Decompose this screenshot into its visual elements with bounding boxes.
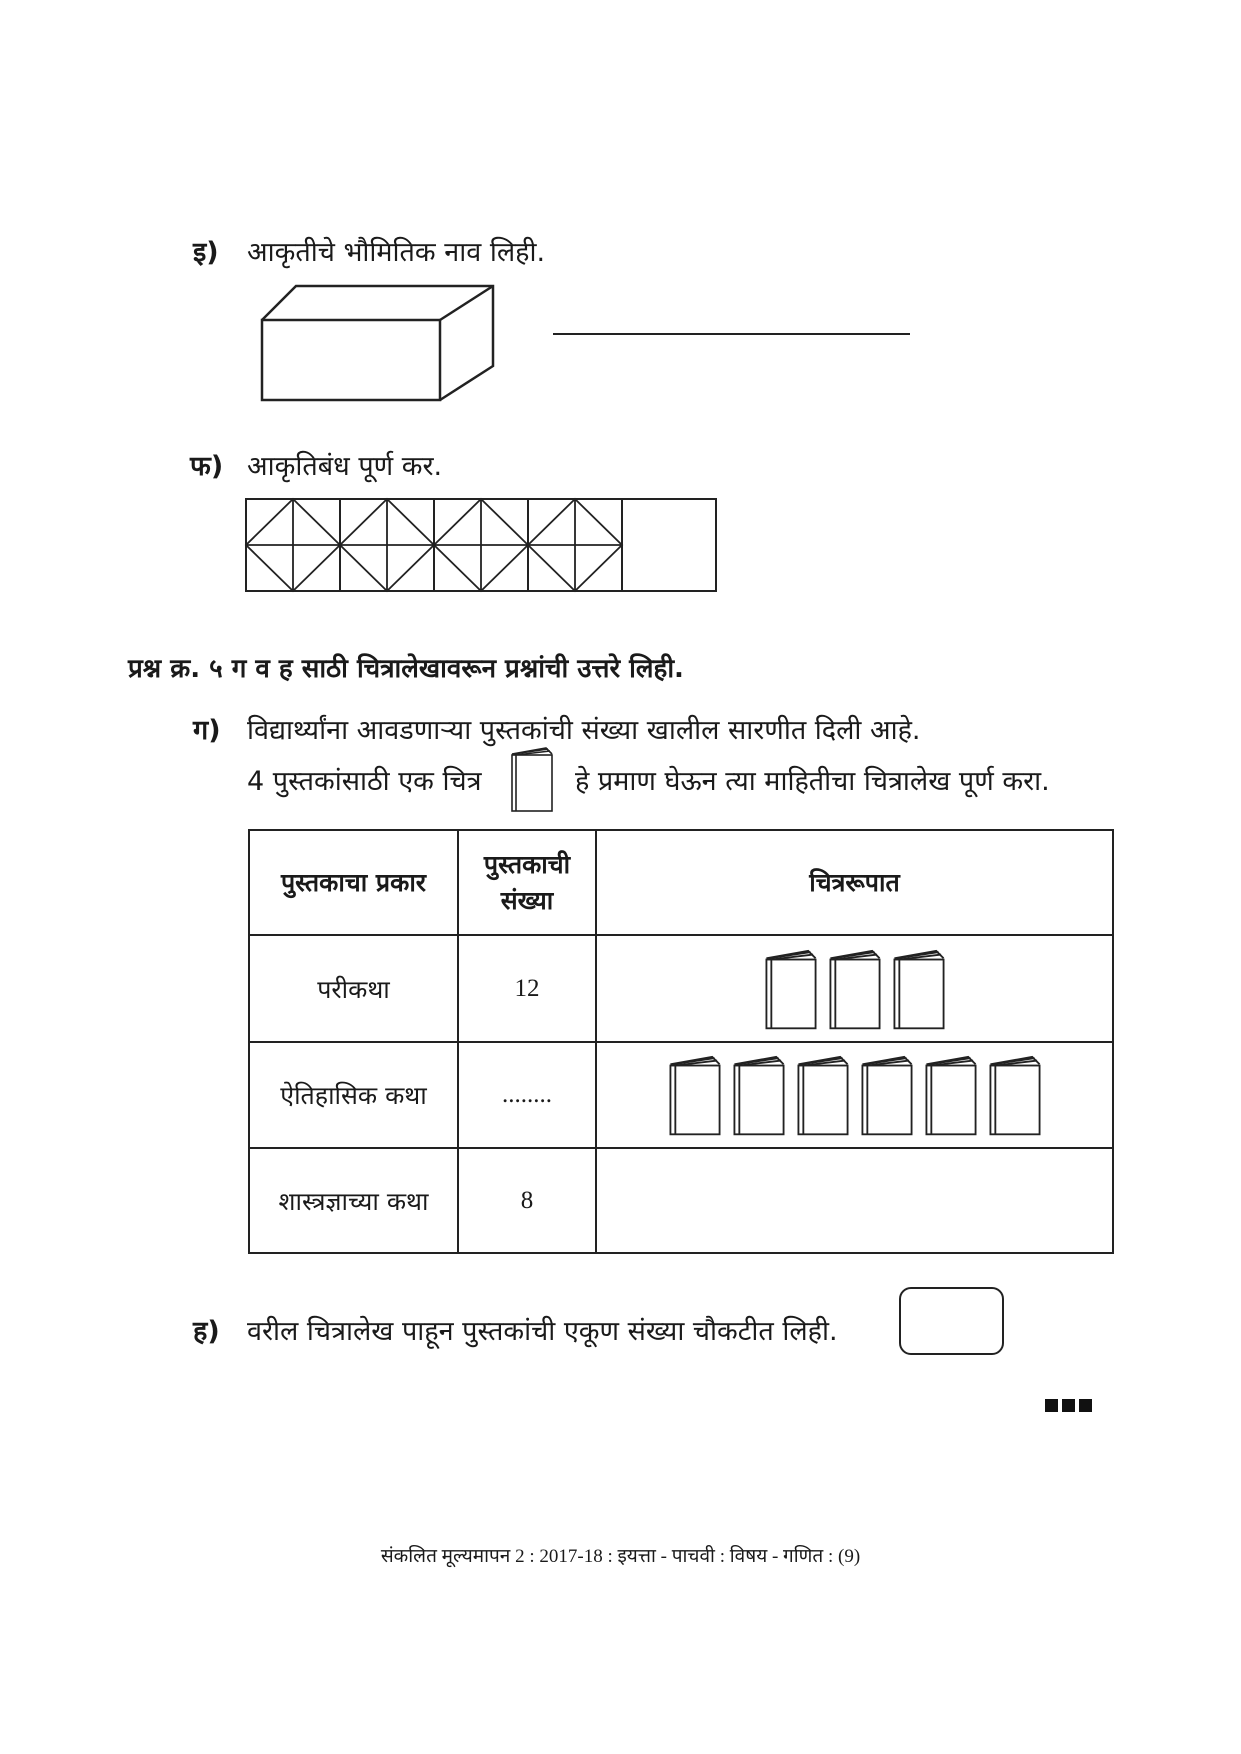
section-heading: प्रश्न क्र. ५ ग व ह साठी चित्रालेखावरून प्रश्नांची उत्तरे लिही. — [128, 654, 684, 684]
table-row — [249, 935, 1113, 1042]
row-pictures-historical — [596, 1042, 1113, 1148]
page-footer: संकलित मूल्यमापन 2 : 2017-18 : इयत्ता - पाचवी : विषय - गणित : (9) — [380, 1546, 861, 1567]
book-icon — [825, 946, 885, 1032]
book-icon-group — [597, 946, 1112, 1032]
question-f-label: फ) — [190, 451, 224, 482]
book-icon — [665, 1052, 725, 1138]
pattern-empty-cell[interactable] — [623, 500, 715, 590]
question-f-text: आकृतिबंध पूर्ण कर. — [247, 451, 443, 482]
book-icon — [793, 1052, 853, 1138]
answer-line-shape-name[interactable] — [553, 333, 910, 335]
book-icon — [508, 744, 556, 814]
book-icon-group — [597, 1052, 1112, 1138]
header-book-type: पुस्तकाचा प्रकार — [249, 830, 458, 935]
row-type-scientists: शास्त्रज्ञाच्या कथा — [249, 1148, 458, 1253]
pictograph-table — [248, 829, 1114, 1254]
row-count-scientists: 8 — [458, 1148, 596, 1253]
row-type-historical: ऐतिहासिक कथा — [249, 1042, 458, 1148]
book-icon — [729, 1052, 789, 1138]
book-icon — [761, 946, 821, 1032]
row-count-fairy-tales: 12 — [458, 935, 596, 1042]
book-icon — [985, 1052, 1045, 1138]
end-of-section-marks — [1045, 1399, 1092, 1412]
row-type-fairy-tales: परीकथा — [249, 935, 458, 1042]
question-i-label: इ) — [193, 237, 219, 268]
question-g-line1: विद्यार्थ्यांना आवडणाऱ्या पुस्तकांची संख्या खालील सारणीत दिली आहे. — [247, 715, 921, 746]
book-icon — [889, 946, 949, 1032]
question-g-label: ग) — [193, 715, 221, 746]
cuboid-icon — [258, 280, 498, 406]
question-h-label: ह) — [193, 1316, 220, 1347]
question-h-text: वरील चित्रालेख पाहून पुस्तकांची एकूण संख्या चौकटीत लिही. — [247, 1316, 838, 1347]
row-count-historical[interactable]: ........ — [458, 1042, 596, 1148]
row-pictures-scientists[interactable] — [596, 1148, 1113, 1253]
pattern-cell-2 — [340, 499, 434, 591]
question-g-line2-after: हे प्रमाण घेऊन त्या माहितीचा चित्रालेख पूर्ण करा. — [575, 766, 1050, 797]
total-answer-box[interactable] — [899, 1287, 1004, 1355]
row-pictures-fairy-tales — [596, 935, 1113, 1042]
table-row — [249, 1148, 1113, 1253]
table-row — [249, 1042, 1113, 1148]
pattern-cell-1 — [246, 499, 340, 591]
header-pictorial: चित्ररूपात — [596, 830, 1113, 935]
pattern-cell-4 — [528, 499, 622, 591]
book-icon — [921, 1052, 981, 1138]
book-icon — [857, 1052, 917, 1138]
pattern-strip — [244, 497, 719, 593]
pattern-cell-3 — [434, 499, 528, 591]
table-header-row — [249, 830, 1113, 935]
question-i-text: आकृतीचे भौमितिक नाव लिही. — [247, 237, 546, 268]
header-book-count: पुस्तकाची संख्या — [458, 830, 596, 935]
question-g-line2-before: 4 पुस्तकांसाठी एक चित्र — [247, 766, 482, 797]
